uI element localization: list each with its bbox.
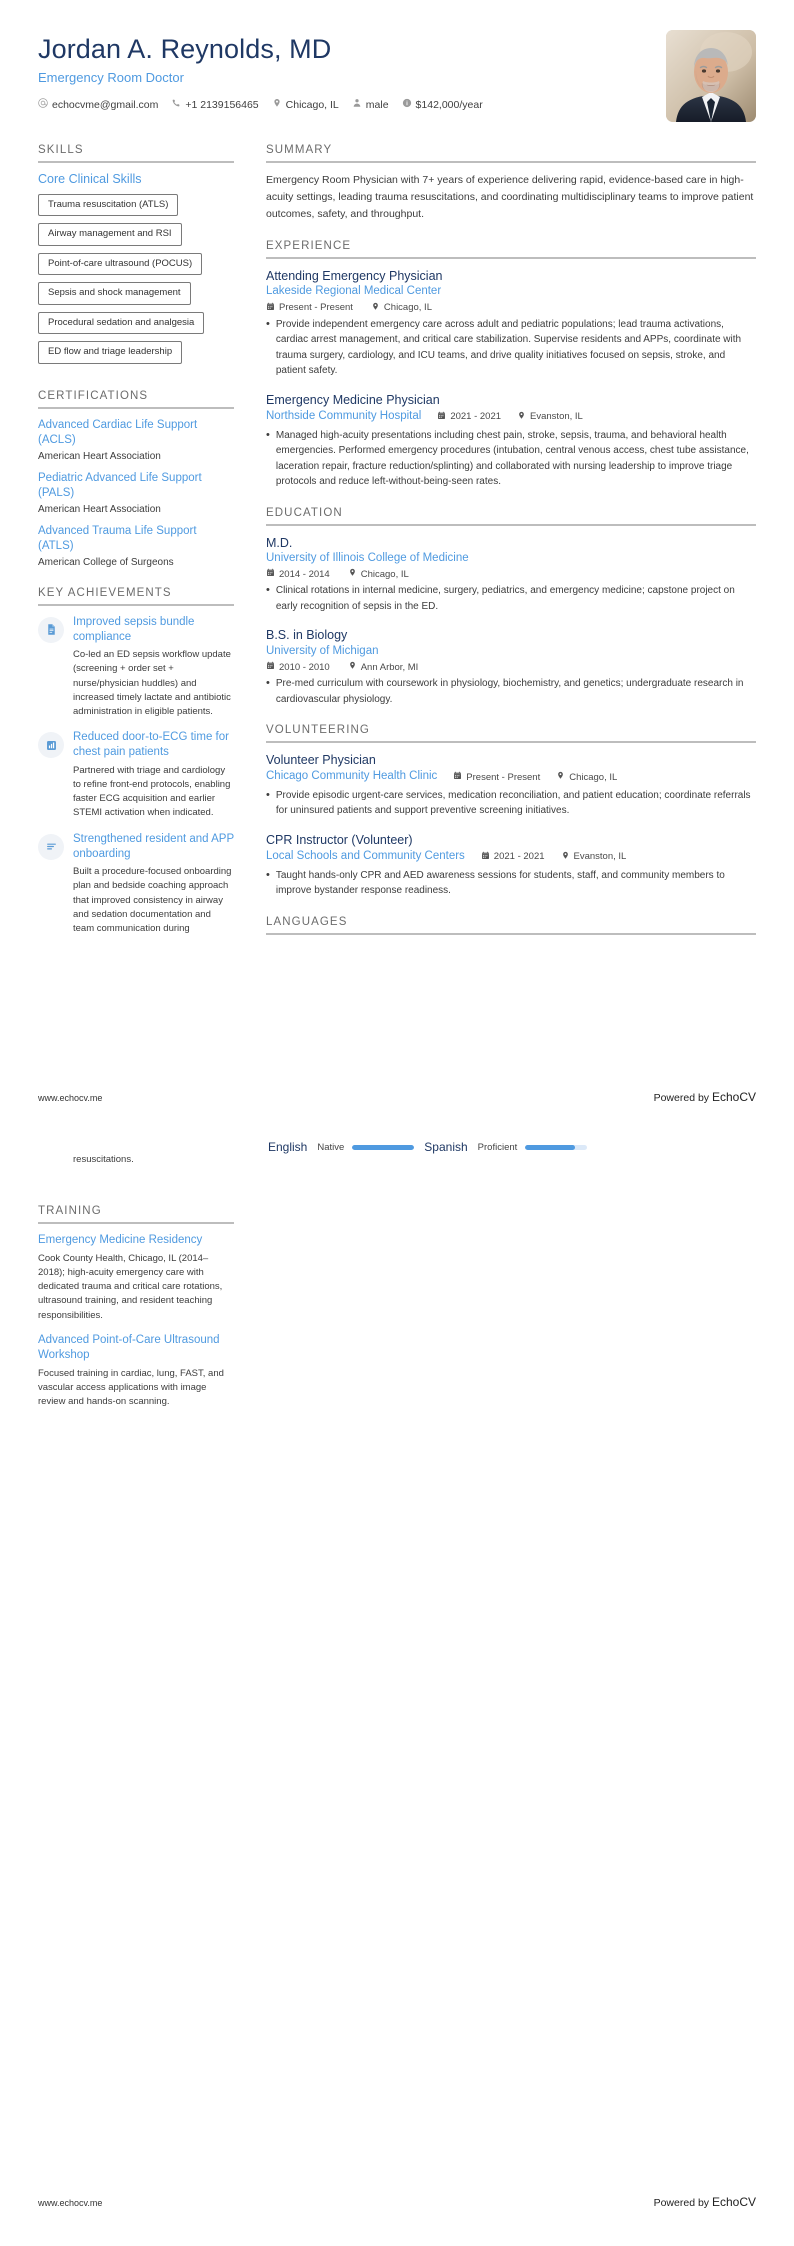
location-pin-icon	[348, 661, 357, 673]
footer-url[interactable]: www.echocv.me	[38, 1093, 103, 1103]
person-icon	[352, 98, 362, 111]
section-languages	[266, 916, 756, 935]
training-description: Cook County Health, Chicago, IL (2014–2018); high-acuity emergency care with dedicated trauma and critical care rotations, ultrasound training, and resident teaching responsibilities.	[38, 1252, 223, 1321]
entry-meta	[266, 302, 756, 314]
entry-bullets	[266, 788, 756, 819]
bullet-text: Managed high-acuity presentations including chest pain, stroke, sepsis, trauma, and behavioral health emergencies. Performed emergency procedures (intubation, central venous access, chest tube assistance, laceration repair, fracture reduction/splinting) and collaborated with nursing leadership to improve triage protocols and reduce left-without-being-seen rates.	[275, 429, 749, 488]
document-icon	[38, 617, 64, 643]
section-education	[266, 507, 756, 708]
contact-phone[interactable]	[171, 98, 258, 111]
education-entry	[266, 535, 756, 615]
entry-title: Attending Emergency Physician	[266, 269, 443, 283]
entry-dates-value: Present - Present	[466, 771, 541, 783]
entry-organization: Local Schools and Community Centers	[266, 850, 465, 863]
certification-org: American Heart Association	[38, 503, 161, 515]
achievement-description: Partnered with triage and cardiology to refine front-end protocols, enabling faster ECG acquisition and earlier STEMI activation when indicated.	[73, 764, 231, 819]
training-name: Emergency Medicine Residency	[38, 1234, 203, 1246]
training-item	[38, 1333, 234, 1410]
achievement-title: Improved sepsis bundle compliance	[73, 615, 195, 643]
bar-chart-icon	[38, 732, 64, 758]
section-divider	[266, 257, 756, 259]
bullet-text: Provide episodic urgent-care services, medication reconciliation, and patient education; coordinate referrals for uninsured patients and support preventive screening initiatives.	[275, 789, 751, 817]
section-title-key-achievements: KEY ACHIEVEMENTS	[38, 586, 172, 599]
entry-organization: Chicago Community Health Clinic	[266, 770, 438, 783]
entry-location-value: Ann Arbor, MI	[360, 661, 419, 673]
bullet-text: Provide independent emergency care across adult and pediatric populations; lead trauma activations, cardiac arrest management, and critical care stabilization. Supervise residents and APPs, coordinate with trauma surgery, cardiology, and ICU teams, and drive quality initiatives focused on sepsis, stroke, and patient safety.	[275, 318, 742, 377]
section-divider	[266, 524, 756, 526]
entry-bullets	[266, 583, 756, 614]
achievement-item	[38, 730, 234, 820]
language-level: Native	[317, 1141, 345, 1153]
entry-location-value: Evanston, IL	[573, 851, 627, 863]
footer-brand-name: EchoCV	[711, 1090, 756, 1104]
bullet-dot-icon: •	[266, 677, 270, 690]
bullet-dot-icon: •	[266, 317, 270, 330]
section-title-certifications: CERTIFICATIONS	[38, 389, 149, 402]
bullet-text: Pre-med curriculum with coursework in physiology, biochemistry, and genetics; undergraduate research in cardiovascular physiology.	[275, 678, 744, 705]
skill-chip: Trauma resuscitation (ATLS)	[38, 194, 178, 216]
entry-meta	[266, 568, 756, 580]
bullet-item	[266, 317, 756, 379]
skill-chip: Point-of-care ultrasound (POCUS)	[38, 253, 202, 275]
language-name: Spanish	[424, 1140, 468, 1154]
entry-organization: University of Illinois College of Medicine	[266, 551, 469, 564]
location-pin-icon	[371, 302, 380, 314]
page-title: Jordan A. Reynolds, MD	[38, 34, 332, 64]
experience-entry	[266, 392, 756, 490]
entry-title: Volunteer Physician	[266, 753, 376, 768]
skill-group-name: Core Clinical Skills	[38, 172, 142, 186]
footer-powered-prefix: Powered by	[653, 2197, 712, 2209]
training-name: Advanced Point-of-Care Ultrasound Workshop	[38, 1333, 220, 1362]
language-name: English	[268, 1140, 308, 1154]
bullet-dot-icon: •	[266, 584, 270, 597]
section-divider	[266, 161, 756, 163]
skill-chip: Sepsis and shock management	[38, 282, 191, 304]
section-divider	[38, 604, 234, 606]
section-title-volunteering: VOLUNTEERING	[266, 724, 370, 737]
entry-subrow	[266, 409, 756, 425]
bullet-item	[266, 868, 756, 899]
contact-salary-value: $142,000/year	[415, 98, 483, 111]
page-footer-2	[38, 2195, 756, 2209]
calendar-icon	[266, 568, 275, 580]
certification-item	[38, 471, 234, 515]
entry-dates	[266, 302, 353, 314]
calendar-icon	[266, 661, 275, 673]
list-lines-icon	[38, 834, 64, 860]
contact-row	[38, 98, 483, 111]
footer-powered-prefix: Powered by	[653, 1092, 712, 1104]
entry-organization: Lakeside Regional Medical Center	[266, 285, 442, 298]
bullet-text: Taught hands-only CPR and AED awareness sessions for students, staff, and community members to improve bystander response readiness.	[275, 869, 725, 897]
calendar-icon	[266, 302, 275, 314]
entry-location	[371, 302, 432, 314]
languages-bars-row	[268, 1140, 756, 1154]
section-training	[38, 1205, 234, 1420]
footer-brand	[654, 1090, 756, 1104]
section-divider	[38, 407, 234, 409]
email-icon	[38, 98, 48, 111]
entry-dates-value: 2010 - 2010	[279, 661, 330, 673]
section-skills	[38, 144, 234, 371]
contact-phone-value: +1 2139156465	[185, 98, 259, 111]
entry-title: M.D.	[266, 535, 293, 550]
language-level-block	[478, 1142, 588, 1153]
sidebar-column	[38, 144, 234, 955]
entry-bullets	[266, 317, 756, 379]
section-certifications	[38, 390, 234, 568]
language-proficiency-bar	[352, 1145, 414, 1150]
summary-text: Emergency Room Physician with 7+ years of experience delivering rapid, evidence-based care in high-acuity settings, leading trauma resuscitations, and coordinating multidisciplinary teams to improve patient outcomes, safety, and throughput.	[266, 174, 754, 220]
location-pin-icon	[556, 771, 565, 783]
section-title-experience: EXPERIENCE	[266, 240, 352, 252]
calendar-icon	[481, 851, 490, 863]
achievement-title: Reduced door-to-ECG time for chest pain patients	[73, 731, 229, 759]
certification-item	[38, 524, 234, 568]
entry-location-value: Chicago, IL	[360, 568, 409, 580]
section-title-languages: LANGUAGES	[266, 915, 348, 928]
entry-title: B.S. in Biology	[266, 628, 348, 643]
entry-title: Emergency Medicine Physician	[266, 392, 440, 407]
entry-dates	[453, 771, 540, 783]
salary-icon	[402, 98, 412, 111]
entry-location-value: Evanston, IL	[530, 411, 583, 423]
bullet-item	[266, 428, 756, 490]
language-item	[268, 1140, 307, 1154]
calendar-icon	[453, 771, 462, 783]
experience-entry	[266, 268, 756, 379]
avatar	[666, 30, 756, 122]
achievement-title: Strengthened resident and APP onboarding	[73, 832, 234, 860]
section-title-summary: SUMMARY	[266, 144, 333, 156]
sidebar-overflow-page2	[38, 1150, 234, 1167]
achievement-overflow-text: resuscitations.	[73, 1154, 134, 1165]
education-entry	[266, 627, 756, 707]
entry-bullets	[266, 428, 756, 490]
entry-dates-value: 2021 - 2021	[450, 411, 502, 423]
language-proficiency-bar	[525, 1145, 587, 1150]
entry-dates-value: 2014 - 2014	[279, 568, 330, 580]
entry-organization: University of Michigan	[266, 644, 379, 657]
skill-chip: Airway management and RSI	[38, 223, 182, 245]
entry-bullets	[266, 868, 756, 899]
entry-location	[517, 411, 583, 423]
main-column	[234, 144, 756, 952]
language-level: Proficient	[477, 1141, 518, 1153]
entry-subrow	[266, 769, 756, 785]
page-footer-1	[38, 1090, 756, 1104]
location-pin-icon	[561, 851, 570, 863]
certification-name: Advanced Trauma Life Support (ATLS)	[38, 524, 197, 553]
achievement-description: Co-led an ED sepsis workflow update (screening + order set + nurse/physician huddles) and increased timely lactate and antibiotic administration in eligible patients.	[73, 649, 231, 718]
entry-dates	[481, 851, 545, 863]
entry-location	[348, 661, 419, 673]
achievement-item	[38, 832, 234, 937]
entry-title: CPR Instructor (Volunteer)	[266, 832, 413, 847]
contact-salary	[402, 98, 483, 111]
achievement-item	[38, 615, 234, 720]
skill-chip: ED flow and triage leadership	[38, 341, 182, 363]
contact-email-value: echocvme@gmail.com	[52, 98, 159, 111]
section-title-training: TRAINING	[38, 1205, 102, 1217]
section-title-skills: SKILLS	[38, 144, 84, 156]
section-divider	[38, 161, 234, 163]
location-pin-icon	[272, 98, 282, 111]
language-level-block	[317, 1142, 414, 1153]
entry-location	[556, 771, 617, 783]
entry-meta	[266, 661, 756, 673]
entry-location	[561, 851, 627, 863]
job-title: Emergency Room Doctor	[38, 70, 184, 86]
section-key-achievements	[38, 587, 234, 937]
contact-location	[272, 98, 339, 111]
entry-location-value: Chicago, IL	[569, 771, 618, 783]
section-title-education: EDUCATION	[266, 506, 343, 519]
certification-item	[38, 418, 234, 462]
resume-columns	[0, 122, 794, 955]
contact-gender-value: male	[365, 98, 389, 111]
calendar-icon	[437, 411, 446, 423]
location-pin-icon	[517, 411, 526, 423]
entry-bullets	[266, 676, 756, 707]
certification-name: Pediatric Advanced Life Support (PALS)	[38, 471, 202, 500]
volunteering-entry	[266, 752, 756, 819]
bullet-item	[266, 676, 756, 707]
contact-gender	[352, 98, 389, 111]
footer-brand	[654, 2195, 756, 2209]
certification-org: American College of Surgeons	[38, 556, 174, 568]
contact-location-value: Chicago, IL	[285, 98, 339, 111]
skill-chip: Procedural sedation and analgesia	[38, 312, 204, 334]
section-divider	[266, 933, 756, 935]
entry-location-value: Chicago, IL	[383, 302, 432, 314]
section-divider	[266, 741, 756, 743]
bullet-dot-icon: •	[266, 868, 270, 881]
entry-dates-value: Present - Present	[279, 302, 353, 314]
bullet-text: Clinical rotations in internal medicine, surgery, pediatrics, and emergency medicine; capstone project on early recognition of sepsis in the ED.	[275, 585, 735, 612]
entry-subrow	[266, 849, 756, 865]
training-item	[38, 1233, 234, 1323]
training-description: Focused training in cardiac, lung, FAST, and vascular access applications with image review and hands-on scanning.	[38, 1367, 224, 1408]
section-volunteering	[266, 724, 756, 899]
section-summary	[266, 144, 756, 223]
bullet-item	[266, 583, 756, 614]
section-experience	[266, 240, 756, 490]
skill-chip-list	[38, 194, 234, 371]
profile-photo-illustration	[666, 30, 756, 122]
achievement-description: Built a procedure-focused onboarding plan and bedside coaching approach that improved consistency in airway and sedation documentation and team communication during	[73, 866, 232, 934]
entry-organization: Northside Community Hospital	[266, 410, 422, 423]
certification-org: American Heart Association	[38, 450, 161, 462]
entry-dates	[266, 568, 330, 580]
contact-email[interactable]	[38, 98, 158, 111]
header-identity	[38, 30, 483, 111]
bullet-dot-icon: •	[266, 788, 270, 801]
language-item	[424, 1140, 467, 1154]
footer-brand-name: EchoCV	[711, 2195, 756, 2209]
resume-header	[0, 0, 794, 122]
entry-dates-value: 2021 - 2021	[493, 851, 545, 863]
footer-url[interactable]: www.echocv.me	[38, 2198, 103, 2208]
entry-dates	[266, 661, 330, 673]
phone-icon	[171, 98, 181, 111]
section-divider	[38, 1222, 234, 1224]
certification-name: Advanced Cardiac Life Support (ACLS)	[38, 418, 198, 447]
bullet-item	[266, 788, 756, 819]
entry-dates	[437, 411, 501, 423]
location-pin-icon	[348, 568, 357, 580]
entry-location	[348, 568, 409, 580]
volunteering-entry	[266, 832, 756, 899]
bullet-dot-icon: •	[266, 428, 270, 441]
